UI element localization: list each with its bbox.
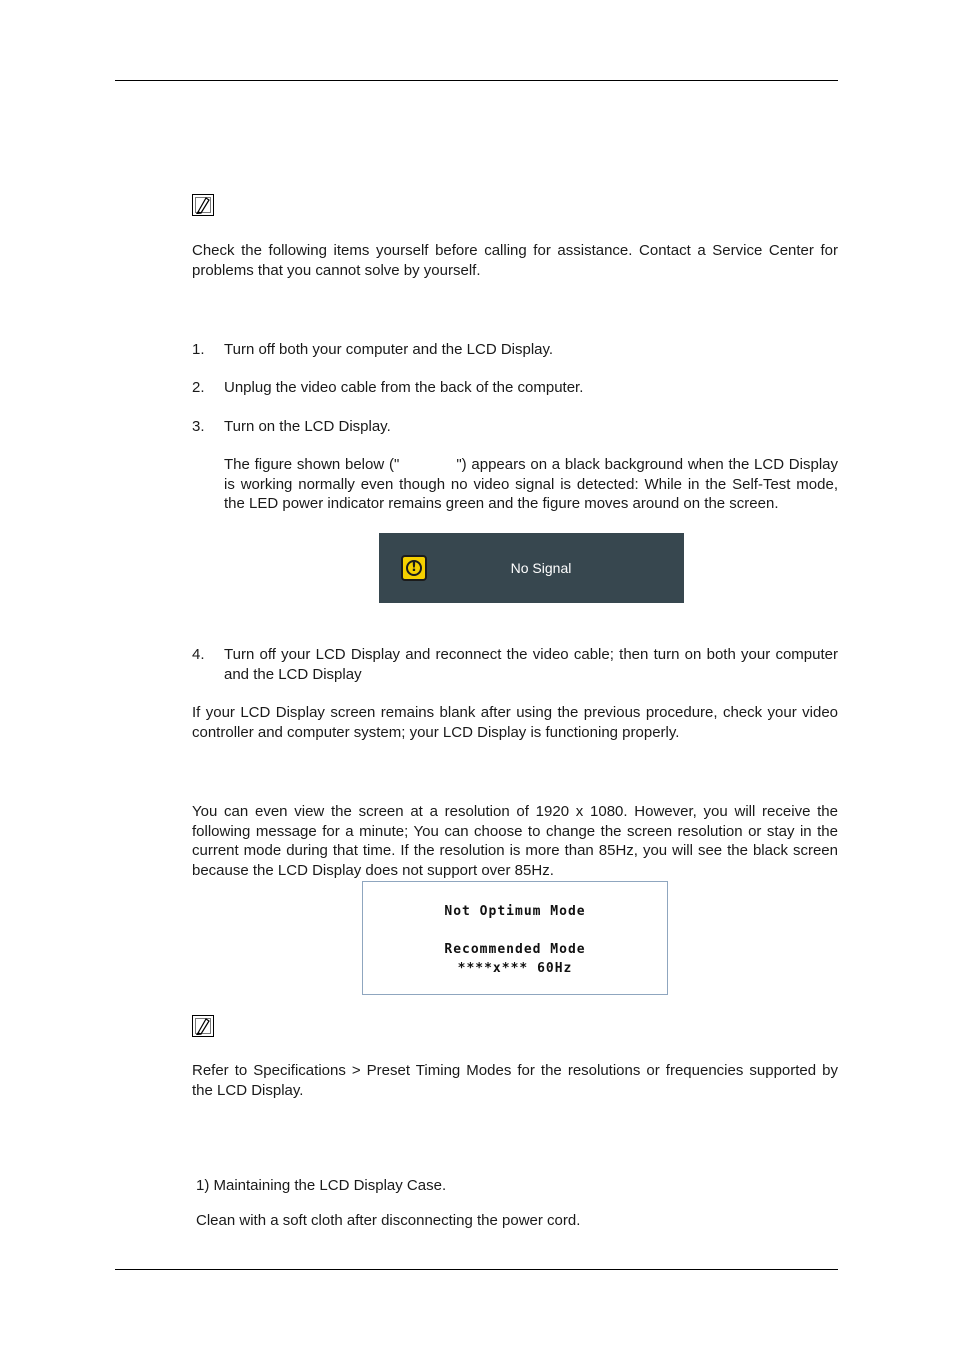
step-text: Turn off both your computer and the LCD Display.: [224, 341, 554, 358]
maintenance-item: 1) Maintaining the LCD Display Case.: [196, 1177, 447, 1194]
step-text: Turn on the LCD Display.: [224, 418, 391, 435]
osd-line-recommended: Recommended Mode: [444, 942, 586, 957]
osd-line-resolution: ****x*** 60Hz: [457, 961, 573, 976]
note-pencil-icon: [192, 1015, 214, 1037]
note-pencil-icon: [192, 194, 214, 216]
footer-rule: [115, 1269, 838, 1270]
step-text: Turn off your LCD Display and reconnect the video cable; then turn on both your computer and the LCD Display: [224, 646, 838, 683]
header-rule: [115, 80, 838, 81]
spec-note-paragraph: Refer to Specifications > Preset Timing Modes for the resolutions or frequencies supported by the LCD Display.: [192, 1062, 838, 1099]
warning-icon: [401, 555, 427, 581]
resolution-paragraph: You can even view the screen at a resolution of 1920 x 1080. However, you will receive the following message for a minute; You can choose to change the screen resolution or stay in the current mode during that time. If the resolution is more than 85Hz, you will see the black screen because the LCD Display does not support over 85Hz.: [192, 803, 838, 879]
blank-screen-paragraph: If your LCD Display screen remains blank after using the previous procedure, check your video controller and computer system; your LCD Display is functioning properly.: [192, 704, 838, 741]
no-signal-osd: [379, 533, 684, 603]
intro-paragraph: Check the following items yourself before calling for assistance. Contact a Service Center for problems that you cannot solve by yourself.: [192, 242, 838, 279]
not-optimum-mode-osd: [362, 881, 668, 995]
maintenance-text: Clean with a soft cloth after disconnecting the power cord.: [196, 1212, 581, 1229]
step-number: 4.: [192, 646, 205, 663]
step-number: 1.: [192, 341, 205, 358]
step-number: 2.: [192, 379, 205, 396]
step-3-detail: The figure shown below (" ") appears on a black background when the LCD Display is working normally even though no video signal is detected: While in the Self-Test mode, the LED power indicator remains green and the figure moves around on the screen.: [224, 456, 843, 512]
osd-line-not-optimum: Not Optimum Mode: [444, 904, 586, 919]
step-text: Unplug the video cable from the back of the computer.: [224, 379, 584, 396]
step-number: 3.: [192, 418, 205, 435]
no-signal-label: No Signal: [510, 560, 572, 576]
